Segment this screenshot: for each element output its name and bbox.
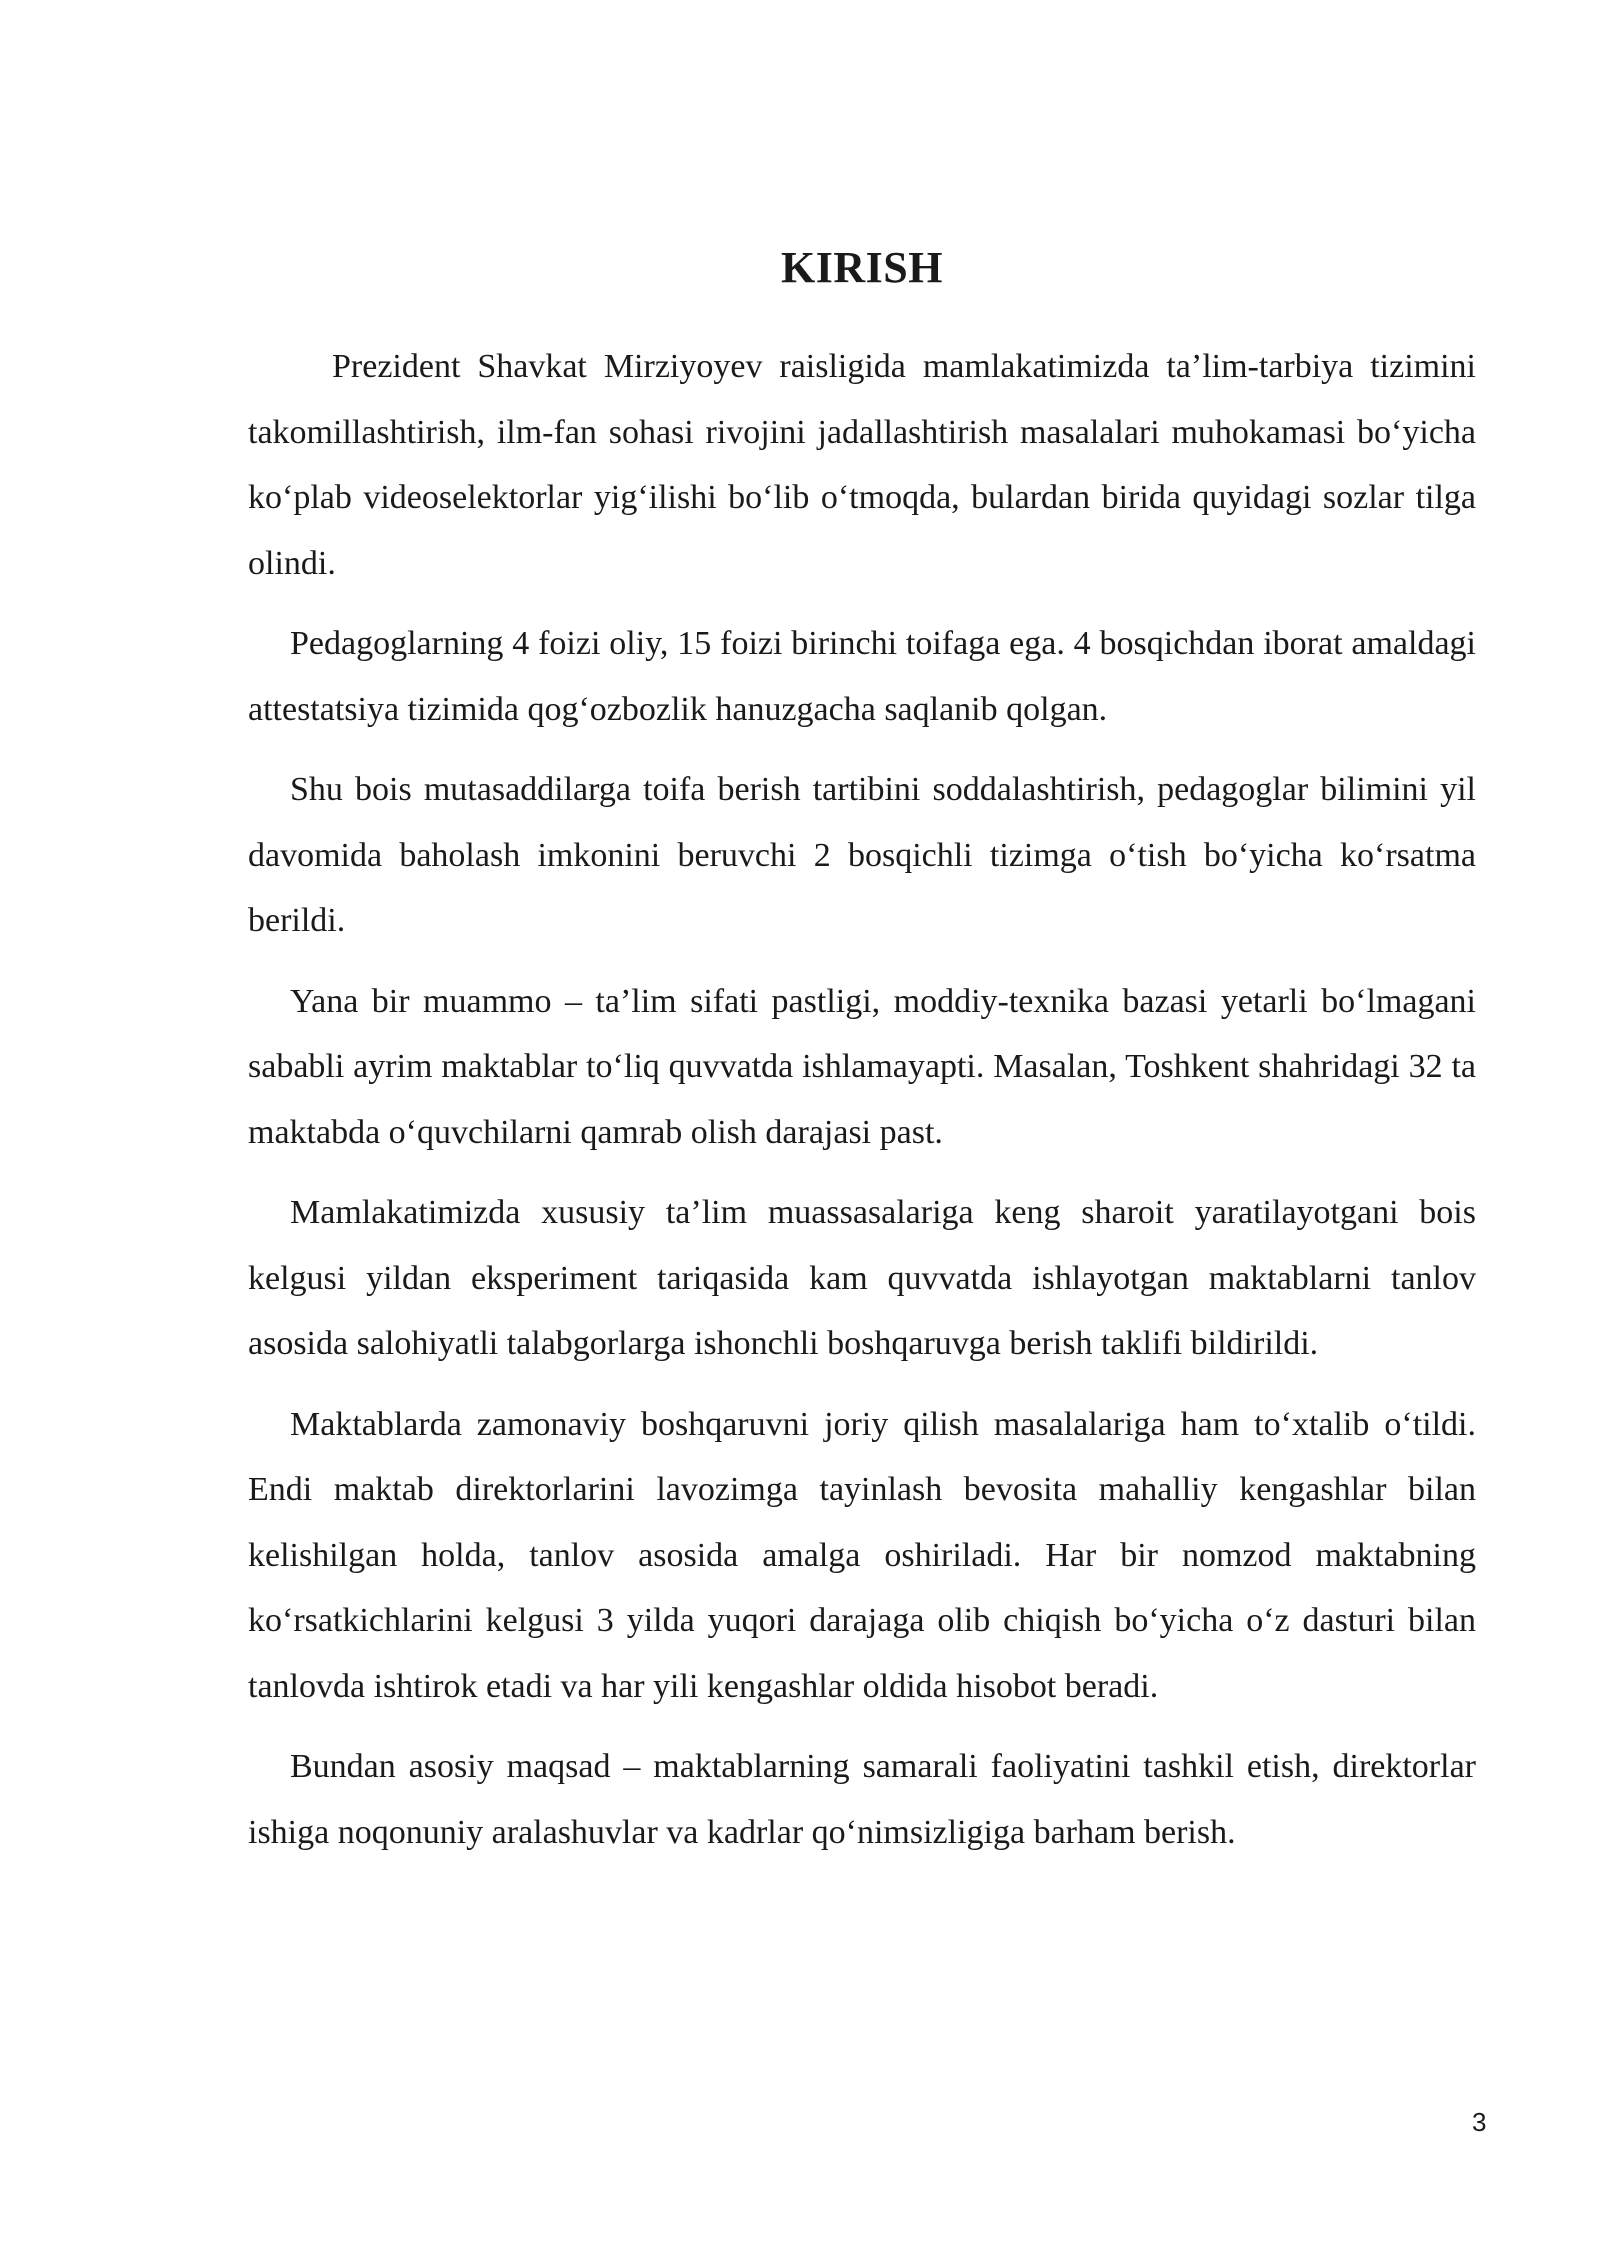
- paragraph-7: Bundan asosiy maqsad – maktablarning samarali faoliyatini tashkil etish, direktorlar ishiga noqonuniy aralashuvlar va kadrlar qo‘nimsizligiga barham berish.: [248, 1748, 1476, 1851]
- paragraph-4: Yana bir muammo – ta’lim sifati pastligi, moddiy-texnika bazasi yetarli bo‘lmagani sababli ayrim maktablar to‘liq quvvatda ishlamayapti. Masalan, Toshkent shahridagi 32 ta maktabda o‘quvchilarni qamrab olish darajasi past.: [248, 982, 1476, 1151]
- paragraph-6: Maktablarda zamonaviy boshqaruvni joriy qilish masalalariga ham to‘xtalib o‘tildi. Endi maktab direktorlarini lavozimga tayinlash bevosita mahalliy kengashlar bilan kelishilgan holda, tanlov asosida amalga oshiriladi. Har bir nomzod maktabning ko‘rsatkichlarini kelgusi 3 yilda yuqori darajaga olib chiqish bo‘yicha o‘z dasturi bilan tanlovda ishtirok etadi va har yili kengashlar oldida hisobot beradi.: [248, 1405, 1476, 1705]
- page-number: 3: [1472, 2107, 1487, 2137]
- paragraph-1: Prezident Shavkat Mirziyoyev raisligida mamlakatimizda ta’lim-tarbiya tizimini takomillashtirish, ilm-fan sohasi rivojini jadallashtirish masalalari muhokamasi bo‘yicha ko‘plab videoselektorlar yig‘ilishi bo‘lib o‘tmoqda, bulardan birida quyidagi sozlar tilga olindi.: [248, 348, 1476, 582]
- page-body: [248, 240, 1476, 1880]
- paragraph-2: Pedagoglarning 4 foizi oliy, 15 foizi birinchi toifaga ega. 4 bosqichdan iborat amaldagi attestatsiya tizimida qog‘ozbozlik hanuzgacha saqlanib qolgan.: [248, 625, 1476, 728]
- section-heading: KIRISH: [781, 243, 943, 292]
- paragraph-3: Shu bois mutasaddilarga toifa berish tartibini soddalashtirish, pedagoglar bilimini yil davomida baholash imkonini beruvchi 2 bosqichli tizimga o‘tish bo‘yicha ko‘rsatma berildi.: [248, 771, 1476, 939]
- paragraph-5: Mamlakatimizda xususiy ta’lim muassasalariga keng sharoit yaratilayotgani bois kelgusi yildan eksperiment tariqasida kam quvvatda ishlayotgan maktablarni tanlov asosida salohiyatli talabgorlarga ishonchli boshqaruvga berish taklifi bildirildi.: [248, 1194, 1476, 1362]
